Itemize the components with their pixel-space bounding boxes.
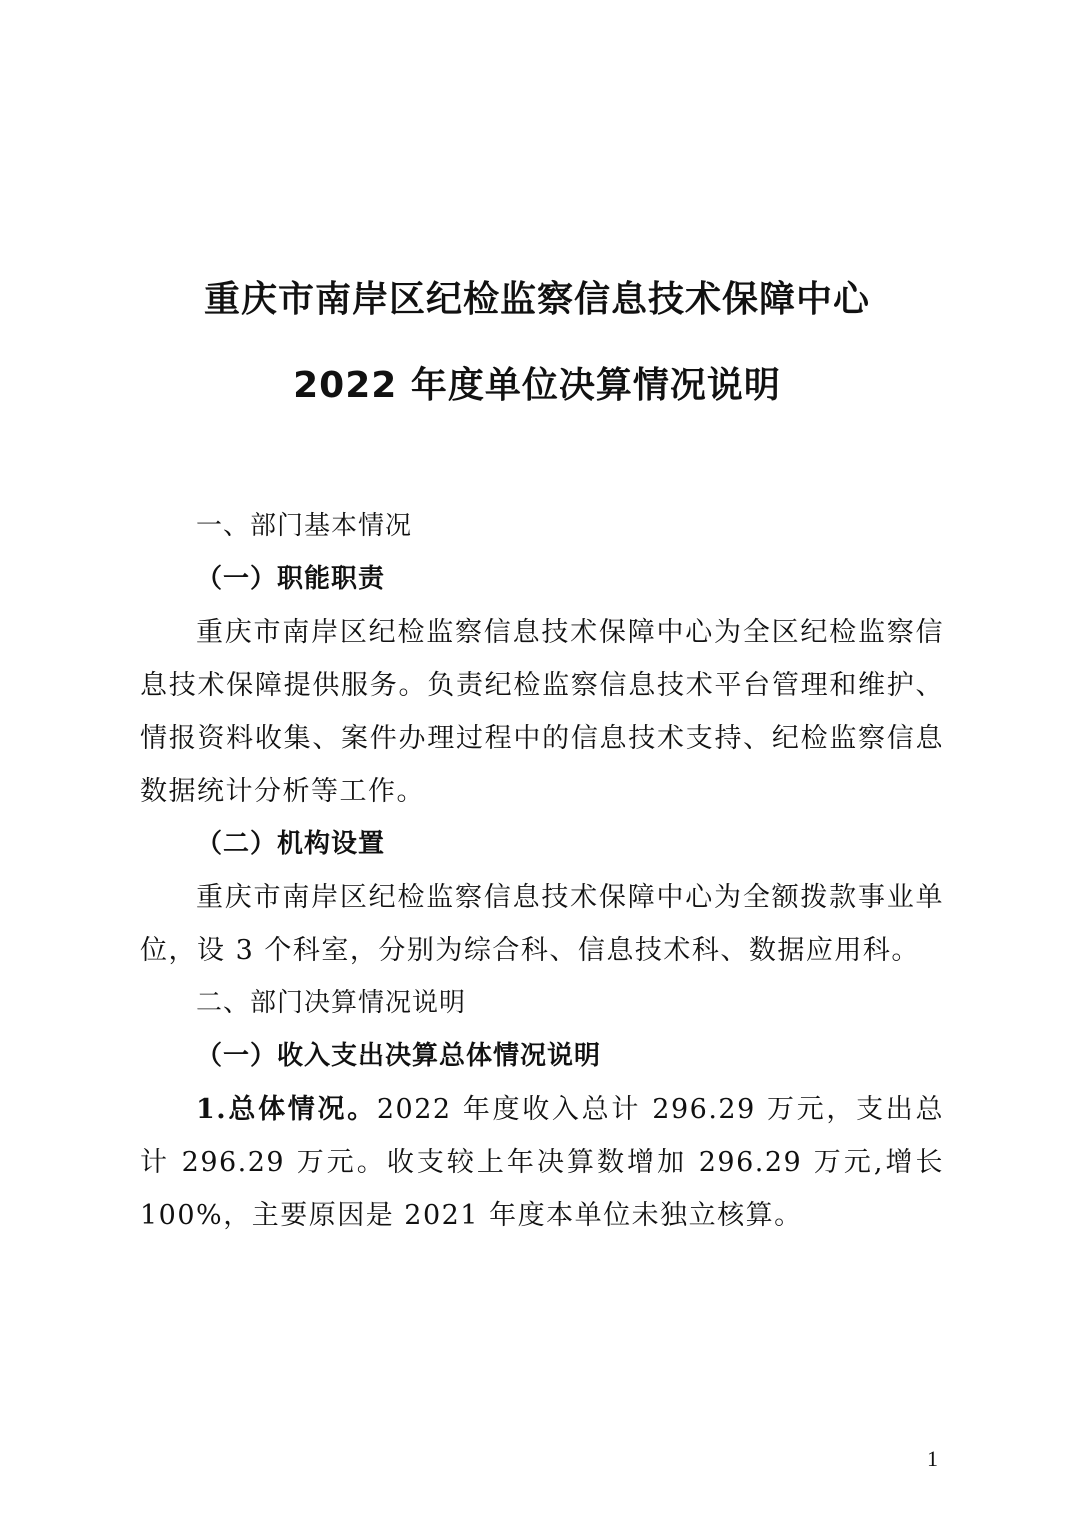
paragraph-duties: 重庆市南岸区纪检监察信息技术保障中心为全区纪检监察信息技术保障提供服务。负责纪检监察信息技术平台管理和维护、情报资料收集、案件办理过程中的信息技术支持、纪检监察信息数据统计分析等工作。 <box>140 617 944 807</box>
paragraph-lead: 1.总体情况。 <box>196 1094 377 1125</box>
subsection-heading-duties: （一）职能职责 <box>196 564 386 594</box>
subsection-heading-organization: （二）机构设置 <box>196 829 386 859</box>
paragraph-overall-text: 2022 年度收入总计 296.29 万元，支出总计 296.29 万元。收支较上年决算数增加 296.29 万元,增长 100%，主要原因是 2021 年度本单位未独立核算。 <box>140 1094 945 1231</box>
document-title-line-2: 2022 年度单位决算情况说明 <box>293 365 781 406</box>
page-number: 1 <box>927 1446 938 1471</box>
section-heading-final-accounts: 二、部门决算情况说明 <box>196 988 467 1018</box>
section-heading-basic-info: 一、部门基本情况 <box>196 511 413 541</box>
paragraph-organization: 重庆市南岸区纪检监察信息技术保障中心为全额拨款事业单位，设 3 个科室，分别为综合科、信息技术科、数据应用科。 <box>140 882 944 966</box>
document-title-line-1: 重庆市南岸区纪检监察信息技术保障中心 <box>203 279 870 320</box>
paragraph-overall <box>140 1083 944 1242</box>
subsection-heading-income-expense: （一）收入支出决算总体情况说明 <box>196 1041 602 1071</box>
document-body <box>140 500 944 1242</box>
